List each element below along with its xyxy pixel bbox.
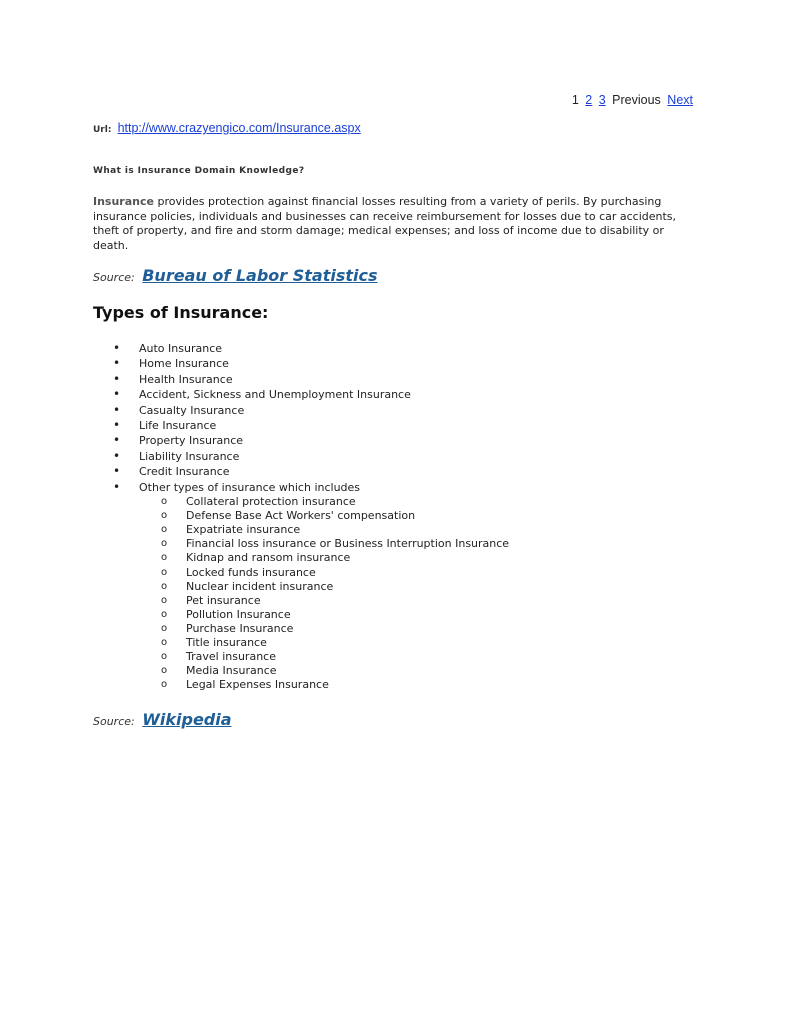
sub-list-item: o Defense Base Act Workers' compensation	[139, 509, 509, 523]
list-item-other-types	[93, 480, 509, 693]
sub-list-item: o Travel insurance	[139, 650, 509, 664]
other-types-list	[139, 495, 509, 692]
source-link-bls[interactable]: Bureau of Labor Statistics	[142, 266, 378, 285]
list-item: • Auto Insurance	[93, 341, 509, 356]
page-link-2[interactable]: 2	[585, 93, 593, 107]
page-current: 1	[571, 93, 579, 107]
list-item: • Casualty Insurance	[93, 403, 509, 418]
sub-list-item: o Expatriate insurance	[139, 523, 509, 537]
url-line	[93, 121, 361, 135]
url-label: Url:	[93, 125, 112, 135]
source-link-wikipedia[interactable]: Wikipedia	[142, 710, 232, 729]
sub-list-item: o Kidnap and ransom insurance	[139, 551, 509, 565]
sub-list-item: o Financial loss insurance or Business Interruption Insurance	[139, 537, 509, 551]
list-item: • Accident, Sickness and Unemployment Insurance	[93, 387, 509, 402]
url-link[interactable]: http://www.crazyengico.com/Insurance.aspx	[117, 121, 361, 135]
sub-list-item: o Media Insurance	[139, 664, 509, 678]
sub-list-item: o Pollution Insurance	[139, 608, 509, 622]
sub-list-item: o Locked funds insurance	[139, 566, 509, 580]
other-types-label: Other types of insurance which includes	[139, 480, 361, 494]
intro-paragraph	[93, 195, 701, 253]
source-label: Source:	[93, 271, 135, 284]
sub-list-item: o Collateral protection insurance	[139, 495, 509, 509]
page-link-3[interactable]: 3	[598, 93, 606, 107]
question-heading: What is Insurance Domain Knowledge?	[93, 166, 305, 176]
next-link[interactable]: Next	[667, 93, 693, 107]
sub-list-item: o Nuclear incident insurance	[139, 580, 509, 594]
list-item: • Home Insurance	[93, 356, 509, 371]
intro-text: provides protection against financial losses resulting from a variety of perils. By purchasing insurance policies, individuals and businesses can receive reimbursement for losses due to car accidents, theft of property, and fire and storm damage; medical expenses; and loss of income due to disability or death.	[93, 195, 677, 252]
previous-label: Previous	[612, 93, 661, 107]
sub-list-item: o Legal Expenses Insurance	[139, 678, 509, 692]
source-wikipedia	[93, 710, 232, 729]
types-heading: Types of Insurance:	[93, 303, 269, 322]
source-bls	[93, 266, 378, 285]
source-label: Source:	[93, 715, 135, 728]
list-item: • Credit Insurance	[93, 464, 509, 479]
list-item: • Life Insurance	[93, 418, 509, 433]
pagination	[569, 93, 693, 107]
list-item: • Property Insurance	[93, 433, 509, 448]
sub-list-item: o Purchase Insurance	[139, 622, 509, 636]
list-item: • Health Insurance	[93, 372, 509, 387]
list-item: • Liability Insurance	[93, 449, 509, 464]
sub-list-item: o Title insurance	[139, 636, 509, 650]
sub-list-item: o Pet insurance	[139, 594, 509, 608]
types-list	[93, 341, 509, 692]
intro-lead: Insurance	[93, 195, 154, 208]
